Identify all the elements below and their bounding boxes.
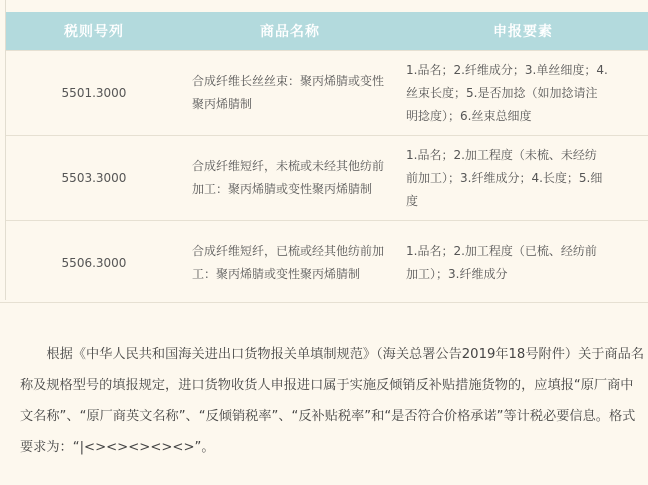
declaration-elements-cell: [398, 221, 648, 306]
header-product-name: 商品名称: [182, 12, 398, 51]
declaration-elements-table: [6, 12, 648, 305]
product-name-cell: 合成纤维短纤，已梳或经其他纺前加工：聚丙烯腈或变性聚丙烯腈制: [182, 221, 398, 306]
requirement-line: 明捻度）；6.丝束总细度: [406, 108, 532, 123]
tariff-code-cell: 5503.3000: [6, 136, 182, 221]
requirement-line: 加工）；3.纤维成分: [406, 267, 508, 281]
table-row: [6, 51, 648, 136]
requirement-line: 1.品名；2.加工程度（未梳、未经纺: [406, 147, 597, 162]
requirement-line: 度: [406, 193, 419, 208]
table-row: [6, 221, 648, 306]
table-row: [6, 136, 648, 221]
product-name-cell: 合成纤维长丝丝束：聚丙烯腈或变性聚丙烯腈制: [182, 51, 398, 136]
requirement-line: 1.品名；2.纤维成分；3.单丝细度；4.: [406, 62, 608, 77]
declaration-elements-cell: [398, 51, 648, 136]
regulation-paragraph: 根据《中华人民共和国海关进出口货物报关单填制规范》（海关总署公告2019年18号附件）关于商品名称及规格型号的填报规定，进口货物收货人申报进口属于实施反倾销反补贴措施货物的，应填报“原厂商中文名称”、“原厂商英文名称”、“反倾销税率”、“反补贴税率”和“是否符合价格承诺”等计税必要信息。格式要求为：“|<><><><><>”。: [20, 347, 645, 456]
product-name-cell: 合成纤维短纤，未梳或未经其他纺前加工：聚丙烯腈或变性聚丙烯腈制: [182, 136, 398, 221]
requirement-line: 丝束长度；5.是否加捻（如加捻请注: [406, 85, 598, 100]
declaration-elements-cell: [398, 136, 648, 221]
requirement-line: 1.品名；2.加工程度（已梳、经纺前: [406, 244, 597, 258]
tariff-code-cell: 5501.3000: [6, 51, 182, 136]
table-bottom-border: [0, 302, 648, 303]
header-tariff-code: 税则号列: [6, 12, 182, 51]
table-header-row: [6, 12, 648, 51]
header-declaration-elements: 申报要素: [398, 12, 648, 51]
requirement-line: 前加工）；3.纤维成分；4.长度；5.细: [406, 170, 603, 185]
tariff-code-cell: 5506.3000: [6, 221, 182, 306]
